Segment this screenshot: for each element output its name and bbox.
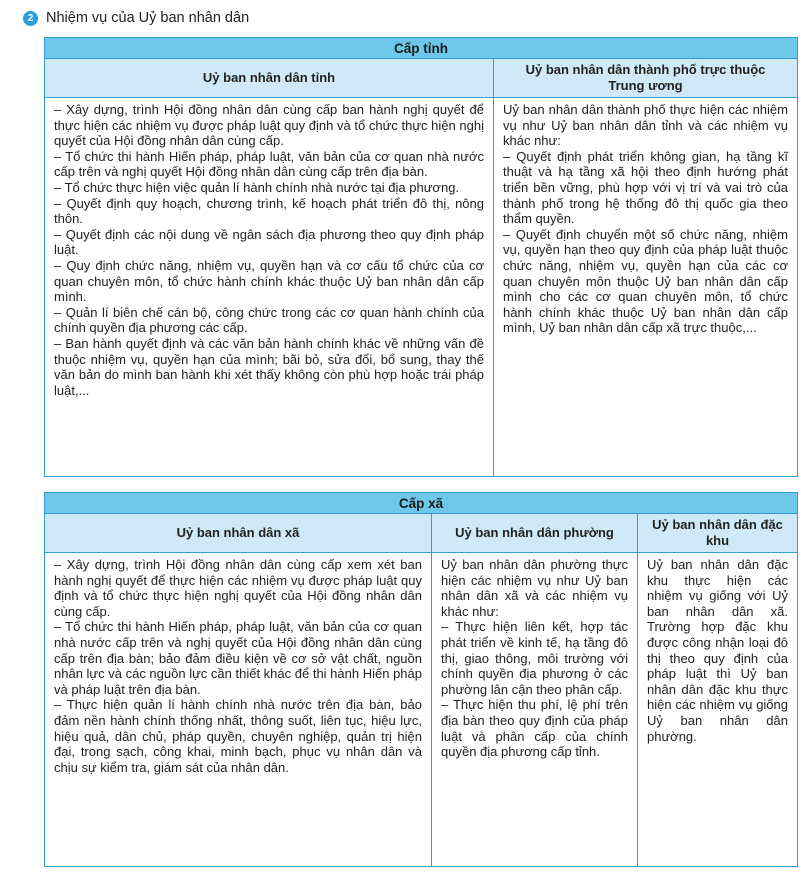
table-cap-xa <box>44 492 798 867</box>
task-item: – Xây dựng, trình Hội đồng nhân dân cùng cấp xem xét ban hành nghị quyết để thực hiện các nhiệm vụ được pháp luật quy định và tổ chức thực hiện nghị quyết của Hội đồng nhân dân cùng cấp. <box>54 557 422 619</box>
table-cell <box>45 98 494 477</box>
column-header: Uỷ ban nhân dân đặc khu <box>638 514 797 552</box>
table-cell <box>45 553 432 867</box>
task-item: – Quyết định quy hoạch, chương trình, kế hoạch phát triển đô thị, nông thôn. <box>54 195 484 227</box>
task-item: – Tổ chức thi hành Hiến pháp, pháp luật, văn bản của cơ quan nhà nước cấp trên và nghị quyết của Hội đồng nhân dân cùng cấp trên địa bàn; bảo đảm điều kiện về cơ sở vật chất, nguồn nhân lực và các nguồn lực cần thiết khác để thi hành Hiến pháp và pháp luật trên địa bàn. <box>54 619 422 697</box>
task-item: – Tổ chức thi hành Hiến pháp, pháp luật, văn bản của cơ quan nhà nước cấp trên và nghị quyết Hội đồng nhân dân cùng cấp trên địa bàn. <box>54 148 484 180</box>
task-item: Uỷ ban nhân dân đặc khu thực hiện các nhiệm vụ giống với Uỷ ban nhân dân xã. Trường hợp đặc khu được công nhận loại đô thị theo quy định của pháp luật thì Uỷ ban nhân dân đặc khu thực hiện các nhiệm vụ giống Uỷ ban nhân dân phường. <box>647 557 788 744</box>
task-item: – Quyết định các nội dung về ngân sách địa phương theo quy định pháp luật. <box>54 226 484 258</box>
task-item: – Thực hiện liên kết, hợp tác phát triển về kinh tế, hạ tầng đô thị, giao thông, môi trường với chính quyền địa phương ở các phường lân cận theo phân cấp. <box>441 619 628 697</box>
task-item: – Thực hiện quản lí hành chính nhà nước trên địa bàn, bảo đảm nền hành chính thống nhất, thông suốt, liên tục, hiệu lực, hiệu quả, dân chủ, pháp quyền, chuyên nghiệp, quản trị hiện đại, trong sạch, công khai, minh bạch, phục vụ nhân dân và chịu sự kiểm tra, giám sát của nhân dân. <box>54 697 422 775</box>
column-header: Uỷ ban nhân dân thành phố trực thuộc Trung ương <box>494 59 797 97</box>
table-cap-tinh <box>44 37 798 477</box>
task-item: – Xây dựng, trình Hội đồng nhân dân cùng cấp ban hành nghị quyết để thực hiện các nhiệm vụ được pháp luật quy định và tổ chức thực hiện nghị quyết của Hội đồng nhân dân cùng cấp. <box>54 102 484 149</box>
column-header: Uỷ ban nhân dân tỉnh <box>45 59 494 97</box>
task-item: – Quyết định phát triển không gian, hạ tầng kĩ thuật và hạ tầng xã hội theo định hướng phát triển bền vững, phù hợp với vị trí và vai trò của thành phố trong hệ thống đô thị quốc gia theo thẩm quyền. <box>503 148 788 227</box>
task-item: – Ban hành quyết định và các văn bản hành chính khác về những vấn đề thuộc nhiệm vụ, quyền hạn của mình; bãi bỏ, sửa đổi, bổ sung, thay thế văn bản do mình ban hành khi xét thấy không còn phù hợp hoặc trái pháp luật,... <box>54 335 484 398</box>
task-item: – Quản lí biên chế cán bộ, công chức trong các cơ quan hành chính của chính quyền địa phương các cấp. <box>54 304 484 336</box>
table-cell <box>638 553 797 867</box>
table-caption: Cấp xã <box>45 493 797 514</box>
column-header: Uỷ ban nhân dân xã <box>45 514 432 552</box>
column-header: Uỷ ban nhân dân phường <box>432 514 638 552</box>
task-item: Uỷ ban nhân dân thành phố thực hiện các nhiệm vụ như Uỷ ban nhân dân tỉnh và các nhiệm vụ khác như: <box>503 102 788 149</box>
table-caption: Cấp tỉnh <box>45 38 797 59</box>
task-item: – Quy định chức năng, nhiệm vụ, quyền hạn và cơ cấu tổ chức của cơ quan chuyên môn, tổ chức hành chính khác thuộc Uỷ ban nhân dân cấp mình. <box>54 257 484 305</box>
task-item: – Thực hiện thu phí, lệ phí trên địa bàn theo quy định của pháp luật và phân cấp của chính quyền địa phương cấp tỉnh. <box>441 697 628 760</box>
table-cell <box>432 553 638 867</box>
section-heading <box>23 8 249 28</box>
section-number-badge: 2 <box>23 11 38 26</box>
section-title: Nhiệm vụ của Uỷ ban nhân dân <box>46 10 250 26</box>
task-item: Uỷ ban nhân dân phường thực hiện các nhiệm vụ như Uỷ ban nhân dân xã và các nhiệm vụ khác như: <box>441 557 628 619</box>
table-cell <box>494 98 797 477</box>
task-item: – Tổ chức thực hiện việc quản lí hành chính nhà nước tại địa phương. <box>54 179 460 195</box>
task-item: – Quyết định chuyển một số chức năng, nhiệm vụ, quyền hạn theo quy định của pháp luật thuộc chức năng, nhiệm vụ, quyền hạn của các cơ quan chuyên môn thuộc Uỷ ban nhân dân cấp mình cho các cơ quan chuyên môn, tổ chức hành chính khác thuộc Uỷ ban nhân dân cấp mình, Uỷ ban nhân dân cấp xã trực thuộc,... <box>503 226 788 336</box>
